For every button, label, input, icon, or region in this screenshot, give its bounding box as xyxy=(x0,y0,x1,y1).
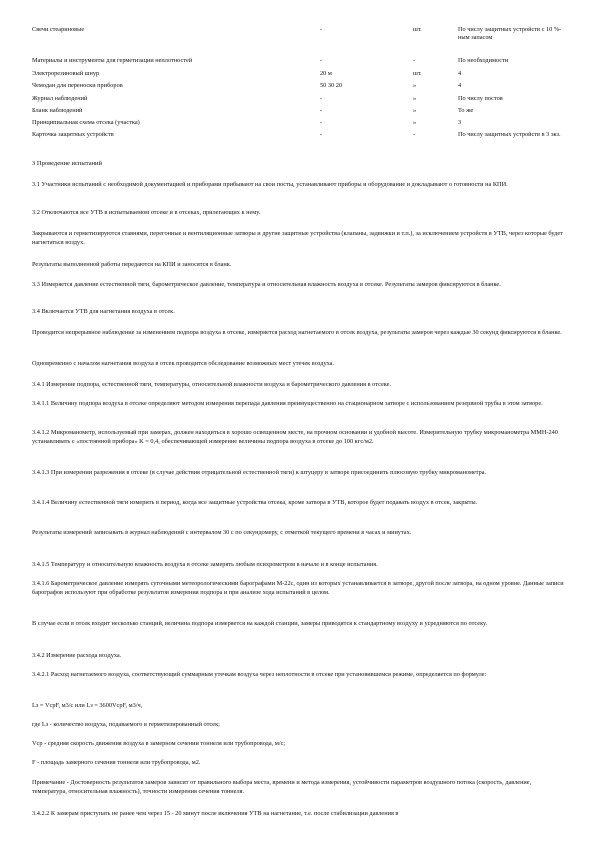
paragraph: Закрываются и герметизируются ставнями, перегонные и вентиляционные затворы и другие защитные устройства (клапаны, задвижки и т.п.), за исключением устройств в УТВ, через которые будет нагнетаться воздух. xyxy=(32,230,563,246)
table-cell-name: Журнал наблюдений xyxy=(32,95,88,102)
paragraph: 3.4.2.1 Расход нагнетаемого воздуха, соответствующий суммарным утечкам воздуха через неплотности в отсеке при установившемся режиме, определяется по формуле: xyxy=(32,671,487,678)
paragraph: где Lз - количество воздуха, подаваемого в герметизированный отсек; xyxy=(32,721,220,728)
table-cell-unit: - xyxy=(413,57,416,64)
paragraph: Проводится непрерывное наблюдение за изменением подпора воздуха в отсеке, измеряется расход нагнетаемого в отсек воздуха, результаты замеров через каждые 30 секунд фиксируются в бланке. xyxy=(32,329,562,336)
table-cell-name: Чемодан для переноски приборов xyxy=(32,82,123,89)
table-cell-unit: » xyxy=(413,119,417,126)
table-cell-name: Свечи стеариновые xyxy=(32,26,85,33)
table-cell-qty: - xyxy=(320,95,323,102)
paragraph: Vср - средняя скорость движения воздуха в замерном сечении тоннеля или трубопровода, м/с; xyxy=(32,740,286,747)
table-cell-amount: 4 xyxy=(458,70,462,77)
paragraph: F - площадь замерного сечения тоннеля или трубопровода, м2. xyxy=(32,759,201,766)
table-cell-name: Карточка защитных устройств xyxy=(32,131,114,138)
paragraph: 3.2 Отключаются все УТВ в испытываемом отсеке и в отсеках, прилегающих к нему. xyxy=(32,209,261,216)
table-cell-qty: - xyxy=(320,119,323,126)
table-cell-qty: - xyxy=(320,57,323,64)
paragraph: 3.4.1 Измерение подпора, естественной тяги, температуры, относительной влажности воздуха и барометрического давления в отсеке. xyxy=(32,381,392,388)
note-paragraph: Примечание - Достоверность результатов замеров зависит от правильного выбора места, времени и метода измерения, устойчивости параметров воздушного потока (скорость, давление, температура, относительная влажность), точности измерения сечения тоннеля. xyxy=(32,779,532,795)
table-cell-amount: По числу защитных устройств в 3 экз. xyxy=(458,131,561,138)
table-cell-unit: » xyxy=(413,82,417,89)
paragraph: 3.4.2 Измерение расхода воздуха. xyxy=(32,652,122,659)
paragraph: 3.4.1.3 При измерении разрежения в отсеке (в случае действия отрицательной естественной тяги) к штуцеру в затворе присоединить плюсовую трубку микроманометра. xyxy=(32,469,487,476)
paragraph: Результаты измерений записывать в журнал наблюдений с интервалом 30 с по секундомеру, с отметкой текущего времени в часах и минутах. xyxy=(32,529,412,536)
table-cell-qty: 20 м xyxy=(320,70,332,77)
table-cell-name: Электрорезиновый шнур xyxy=(32,70,100,77)
table-cell-amount: 3 xyxy=(458,119,462,126)
table-cell-amount: То же xyxy=(458,107,474,114)
table-cell-amount: По числу постов xyxy=(458,95,503,102)
table-cell-qty: - xyxy=(320,107,323,114)
table-cell-unit: - xyxy=(413,131,416,138)
formula: Lз = VсрF, м3/с или Lз = 3600VсрF, м3/ч, xyxy=(32,702,143,709)
table-cell-unit: шт. xyxy=(413,70,422,77)
table-cell-name: Принципиальная схема отсека (участка) xyxy=(32,119,140,126)
table-cell-amount: 4 xyxy=(458,82,462,89)
table-cell-unit: » xyxy=(413,95,417,102)
paragraph: 3.4.1.2 Микроманометр, используемый при замерах, должен находиться в хорошо освещенном месте, на прочном основании и удобной высоте. Измерительную трубку микроманометра ММН-240 устанавливать с «постоянной прибора» K = 0,4, обеспечивающей измерение величины подпора воздуха в отсеке до 100 кгс/м2. xyxy=(32,429,558,445)
paragraph: 3.4.1.5 Температуру и относительную влажность воздуха в отсеке замерять любым психрометром в начале и в конце испытания. xyxy=(32,561,378,568)
table-cell-amount: По числу защитных устройств с 10 %-ным запасом xyxy=(458,26,562,41)
table-cell-qty: 50 30 20 xyxy=(320,82,343,89)
section-heading: 3 Проведение испытаний xyxy=(32,160,103,167)
paragraph: В случае если в отсек входит несколько станций, величина подпора измеряется на каждой станции, замеры приводятся к стандартному воздуху и усредняются по отсеку. xyxy=(32,620,488,627)
table-cell-unit: шт. xyxy=(413,26,422,33)
table-cell-unit: » xyxy=(413,107,417,114)
paragraph: 3.4.1.6 Барометрическое давление измерять суточными метеорологическими барографами М-22с, один из которых устанавливается в затворе, другой после затвора, на одном уровне. Данные записи барографов используют при обработке результатов измерения подпора и при анализе хода испытаний в целом. xyxy=(32,580,564,596)
table-cell-qty: - xyxy=(320,26,323,33)
table-cell-name: Бланк наблюдений xyxy=(32,107,83,114)
paragraph: 3.4.2.2 К замерам приступать не ранее чем через 15 - 20 минут после включения УТВ на нагнетание, т.е. после стабилизации давления в xyxy=(32,810,399,817)
paragraph: 3.3 Измеряется давление естественной тяги, барометрическое давление, температура и относительная влажность воздуха в отсеке. Результаты замеров фиксируются в бланке. xyxy=(32,281,501,288)
paragraph: Результаты выполненной работы передаются на КПИ и заносятся в бланк. xyxy=(32,261,232,268)
paragraph: 3.4.1.1 Величину подпора воздуха в отсеке определяют методом измерения перепада давления преимущественно на стационарном затворе с использованием резервной трубы в этом затворе. xyxy=(32,400,543,407)
table-cell-qty: - xyxy=(320,131,323,138)
paragraph: 3.1 Участники испытаний с необходимой документацией и приборами прибывают на свои посты, устанавливают приборы и оборудование и докладывают о готовности на КПИ. xyxy=(32,181,508,188)
paragraph: 3.4 Включается УТВ для нагнетания воздуха в отсек. xyxy=(32,308,175,315)
table-cell-name: Материалы и инструменты для герметизации неплотностей xyxy=(32,57,193,64)
paragraph: Одновременно с началом нагнетания воздуха в отсек проводится обследование возможных мест утечек воздуха. xyxy=(32,360,335,367)
paragraph: 3.4.1.4 Величину естественной тяги измерить в период, когда все защитные устройства отсека, кроме затвора в УТВ, которое будет подавать воздух в отсек, закрыты. xyxy=(32,499,478,506)
table-cell-amount: По необходимости xyxy=(458,57,509,64)
